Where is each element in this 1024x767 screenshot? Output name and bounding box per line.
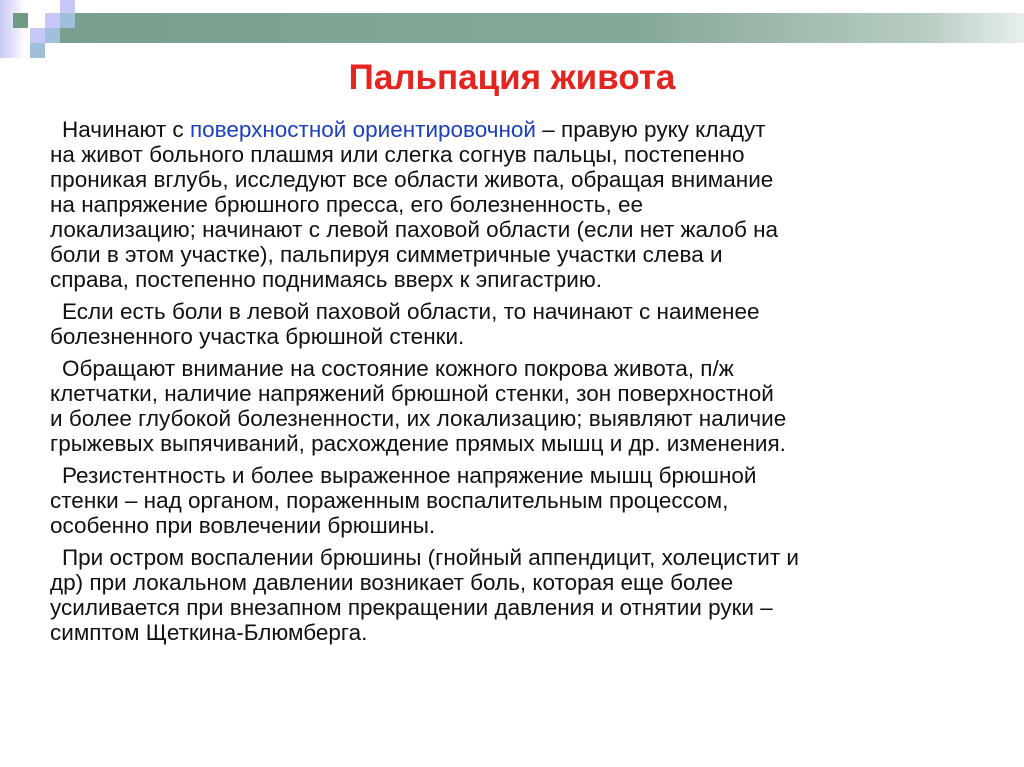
text-line: болезненного участка брюшной стенки. (50, 324, 465, 349)
text-line: Обращают внимание на состояние кожного покрова живота, п/ж (62, 356, 734, 381)
decor-square (45, 13, 60, 28)
text-line: симптом Щеткина-Блюмберга. (50, 620, 368, 645)
decor-strip (0, 0, 26, 58)
paragraph (50, 463, 1012, 538)
text-line: При остром воспалении брюшины (гнойный аппендицит, холецистит и (62, 545, 799, 570)
slide-title: Пальпация живота (348, 58, 676, 97)
text-line: Если есть боли в левой паховой области, то начинают с наименее (62, 299, 760, 324)
text-line: на живот больного плашмя или слегка согнув пальцы, постепенно (50, 142, 745, 167)
text-line (62, 117, 1012, 142)
paragraph (50, 356, 1012, 456)
text-line: клетчатки, наличие напряжений брюшной стенки, зон поверхностной (50, 381, 774, 406)
text-line: особенно при вовлечении брюшины. (50, 513, 436, 538)
slide-body (50, 117, 1012, 652)
text-line: усиливается при внезапном прекращении давления и отнятии руки – (50, 595, 773, 620)
text: – правую руку кладут (536, 117, 766, 142)
header-bar (60, 13, 1024, 43)
decor-square (30, 28, 45, 43)
decor-square (60, 13, 75, 28)
text-line: грыжевых выпячиваний, расхождение прямых мышц и др. изменения. (50, 431, 786, 456)
text-line: и более глубокой болезненности, их локализацию; выявляют наличие (50, 406, 787, 431)
decor-square (13, 13, 28, 28)
decor-square (60, 0, 75, 13)
text-line: на напряжение брюшного пресса, его болезненность, ее (50, 192, 644, 217)
text-line: справа, постепенно поднимаясь вверх к эпигастрию. (50, 267, 602, 292)
paragraph (50, 545, 1012, 645)
decor-square (30, 43, 45, 58)
paragraph (50, 299, 1012, 349)
text-line: Резистентность и более выраженное напряжение мышц брюшной (62, 463, 757, 488)
text: Начинают с (62, 117, 190, 142)
text-line: стенки – над органом, пораженным воспалительным процессом, (50, 488, 729, 513)
text-line: др) при локальном давлении возникает боль, которая еще более (50, 570, 734, 595)
text-line: локализацию; начинают с левой паховой области (если нет жалоб на (50, 217, 779, 242)
text-line: боли в этом участке), пальпируя симметричные участки слева и (50, 242, 723, 267)
text-line: проникая вглубь, исследуют все области живота, обращая внимание (50, 167, 774, 192)
paragraph (50, 117, 1012, 292)
decor-square (45, 28, 60, 43)
highlighted-term: поверхностной ориентировочной (189, 117, 536, 142)
